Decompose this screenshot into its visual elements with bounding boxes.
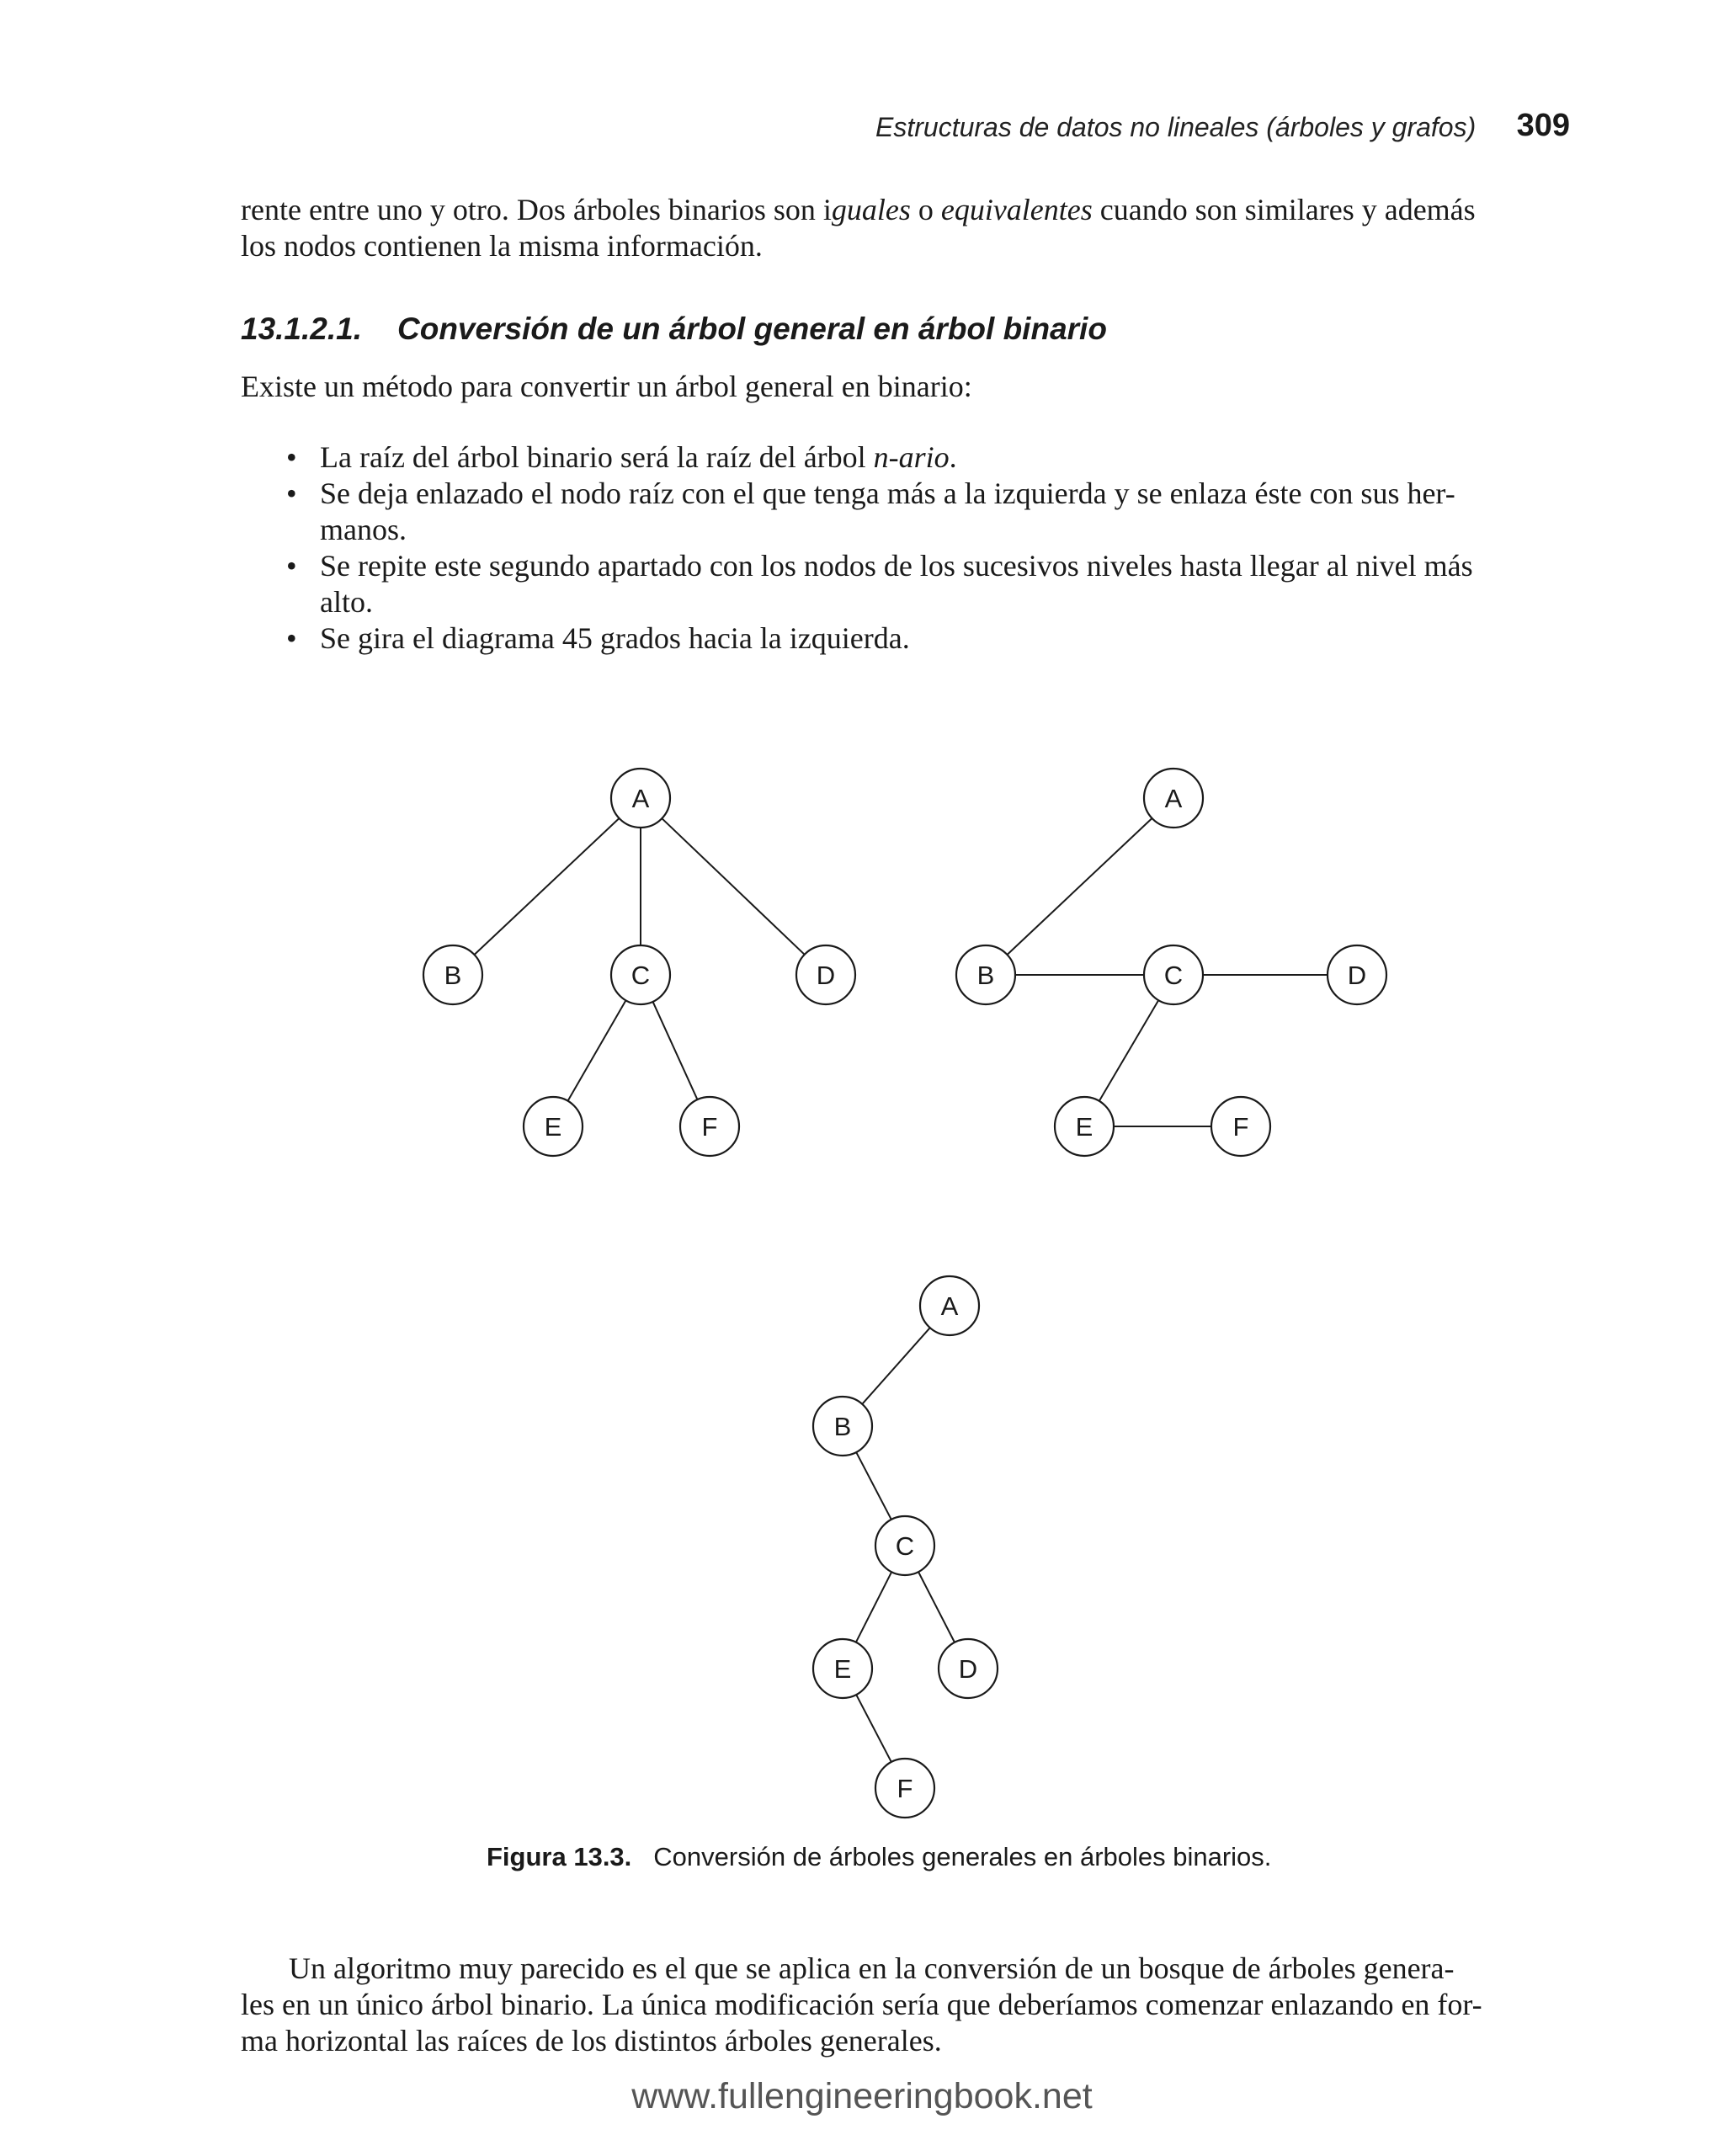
intro-emphasis-iguales: guales (831, 193, 911, 226)
binary-tree (813, 1276, 998, 1818)
figure-label: Figura 13.3. (487, 1842, 632, 1871)
general-node-label-f: F (701, 1112, 718, 1142)
general-edge-c-e (568, 1000, 626, 1100)
figure-caption-text: Conversión de árboles generales en árboles binarios. (653, 1842, 1272, 1871)
final-line-1: Un algoritmo muy parecido es el que se aplica en la conversión de un bosque de árboles genera- (289, 1951, 1455, 1985)
general-node-label-d: D (816, 961, 836, 990)
general-edge-a-b (474, 818, 619, 955)
bullet-text: alto. (320, 585, 373, 619)
page-number: 309 (1516, 108, 1570, 143)
binary-node-label-d: D (958, 1654, 978, 1684)
linked-node-label-d: D (1347, 961, 1367, 990)
general-node-label-e: E (544, 1112, 562, 1142)
general-node-label-b: B (444, 961, 462, 990)
linked-node-label-f: F (1232, 1112, 1249, 1142)
binary-node-label-e: E (833, 1654, 852, 1684)
bullet-text: Se repite este segundo apartado con los nodos de los sucesivos niveles hasta llegar al nivel más (320, 549, 1473, 583)
watermark: www.fullengineeringbook.net (631, 2076, 1093, 2116)
linked-node-label-c: C (1163, 961, 1184, 990)
general-tree (423, 769, 855, 1156)
intro-text: cuando son similares y además (1092, 193, 1476, 226)
general-node-label-a: A (631, 784, 650, 813)
intro-text: rente entre uno y otro. Dos árboles binarios son i (241, 193, 832, 226)
bullet-text: Se gira el diagrama 45 grados hacia la izquierda. (320, 621, 910, 655)
binary-node-label-b: B (833, 1412, 852, 1441)
final-line-2: les en un único árbol binario. La única modificación sería que deberíamos comenzar enlazando en for- (241, 1988, 1482, 2021)
binary-edge-b-c (856, 1452, 891, 1520)
linked-edge-a-b (1007, 818, 1152, 955)
general-edge-c-f (653, 1002, 698, 1099)
bullet-emphasis-n-ario: n-ario (873, 440, 950, 474)
binary-edge-c-e (856, 1572, 891, 1642)
section-number: 13.1.2.1. (241, 311, 363, 346)
bullet-marker: • (286, 621, 297, 655)
binary-edge-e-f (856, 1695, 891, 1762)
general-node-label-c: C (631, 961, 651, 990)
bullet-text: Se deja enlazado el nodo raíz con el que tenga más a la izquierda y se enlaza éste con sus her- (320, 476, 1455, 510)
linked-edge-c-e (1099, 1000, 1158, 1101)
binary-node-label-a: A (940, 1291, 959, 1321)
final-line-3: ma horizontal las raíces de los distintos árboles generales. (241, 2024, 942, 2058)
general-edge-a-d (662, 818, 804, 955)
linked-node-label-b: B (976, 961, 995, 990)
intro-text: o (910, 193, 941, 226)
method-paragraph: Existe un método para convertir un árbol general en binario: (241, 370, 972, 403)
figure-caption (487, 1842, 1271, 1872)
running-header: Estructuras de datos no lineales (árboles y grafos) (875, 112, 1477, 142)
linked-node-label-a: A (1164, 784, 1183, 813)
linked-tree (956, 769, 1386, 1156)
final-paragraph (241, 1951, 1571, 2059)
bullet-text: La raíz del árbol binario será la raíz del árbol (320, 440, 874, 474)
linked-node-label-e: E (1075, 1112, 1093, 1142)
intro-emphasis-equivalentes: equivalentes (940, 193, 1093, 226)
section-title: Conversión de un árbol general en árbol binario (397, 311, 1107, 346)
intro-line-2: los nodos contienen la misma información. (241, 229, 763, 263)
binary-edge-a-b (862, 1328, 930, 1404)
bullet-text: . (949, 440, 957, 474)
binary-node-label-c: C (895, 1531, 915, 1561)
bullet-marker: • (286, 476, 297, 510)
bullet-marker: • (286, 549, 297, 583)
bullet-marker: • (286, 440, 297, 474)
binary-edge-c-d (918, 1572, 955, 1642)
bullet-text: manos. (320, 513, 407, 546)
binary-node-label-f: F (897, 1774, 913, 1803)
